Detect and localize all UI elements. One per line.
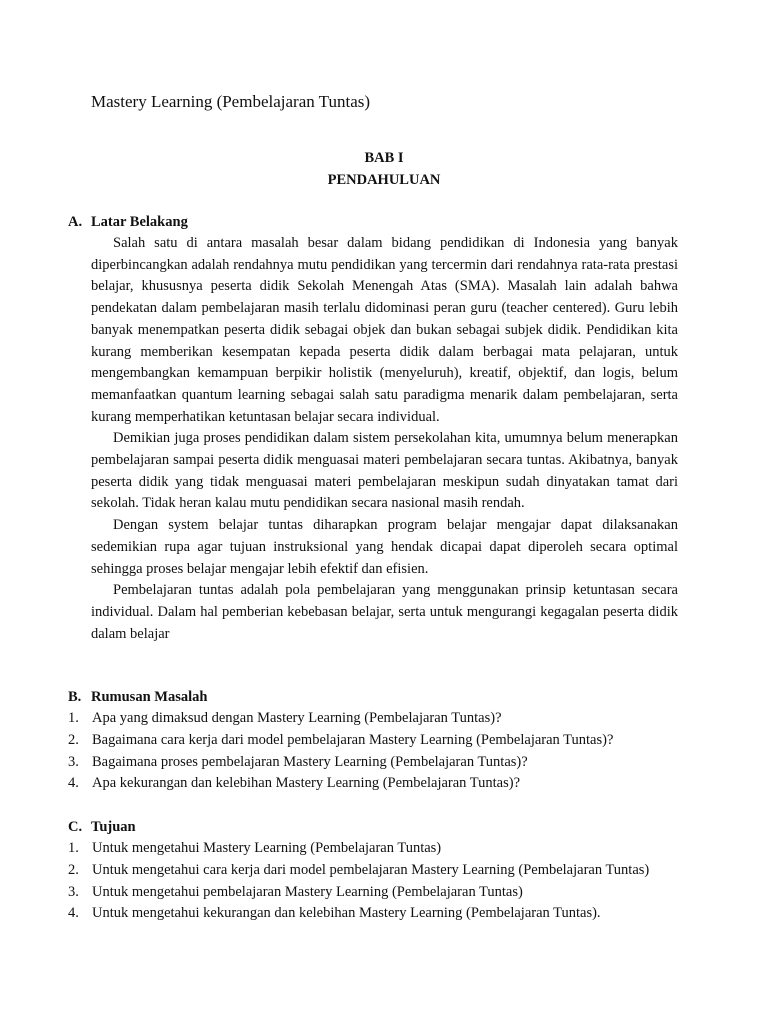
list-number: 3. — [68, 753, 79, 770]
section-heading-rumusan-masalah — [68, 686, 688, 708]
paragraph: Demikian juga proses pendidikan dalam sistem persekolahan kita, umumnya belum menerapkan pembelajaran sampai peserta didik menguasai materi pembelajaran secara tuntas. Akibatnya, banyak peserta didik yang tidak menguasai materi pembelajaran meskipun sudah dinyatakan tamat dari sekolah. Tidak heran kalau mutu pendidikan secara nasional masih rendah. — [91, 430, 678, 512]
list-text: Bagaimana proses pembelajaran Mastery Learning (Pembelajaran Tuntas)? — [92, 753, 528, 770]
section-letter: A. — [68, 214, 83, 230]
list-text: Apa yang dimaksud dengan Mastery Learning (Pembelajaran Tuntas)? — [92, 710, 502, 726]
list-item — [68, 773, 708, 795]
list-number: 1. — [68, 840, 79, 856]
chapter-title: PENDAHULUAN — [327, 172, 441, 188]
list-item — [68, 730, 708, 752]
list-text: Untuk mengetahui pembelajaran Mastery Learning (Pembelajaran Tuntas) — [92, 883, 523, 900]
section-letter: B. — [68, 689, 82, 705]
chapter-number: BAB I — [364, 150, 404, 166]
list-number: 3. — [68, 883, 79, 900]
section-heading-text: Latar Belakang — [91, 214, 188, 230]
section-heading-text: Rumusan Masalah — [91, 689, 208, 705]
list-text: Untuk mengetahui kekurangan dan kelebihan Mastery Learning (Pembelajaran Tuntas). — [92, 905, 601, 922]
list-item — [68, 708, 708, 730]
list-number: 2. — [68, 861, 79, 878]
latar-belakang-body — [91, 233, 678, 645]
section-heading-tujuan — [68, 816, 688, 838]
rumusan-masalah-list — [68, 708, 708, 795]
list-number: 1. — [68, 710, 79, 726]
list-item — [68, 838, 708, 860]
list-number: 4. — [68, 905, 79, 922]
list-number: 2. — [68, 731, 79, 748]
section-heading-latar-belakang — [68, 211, 688, 233]
list-number: 4. — [68, 775, 79, 792]
list-text: Untuk mengetahui cara kerja dari model pembelajaran Mastery Learning (Pembelajaran Tuntas) — [92, 861, 650, 878]
paragraph: Pembelajaran tuntas adalah pola pembelajaran yang menggunakan prinsip ketuntasan secara individual. Dalam hal pemberian kebebasan belajar, serta untuk mengurangi kegagalan peserta didik dalam belajar — [91, 582, 678, 642]
tujuan-list — [68, 838, 708, 925]
document-title: Mastery Learning (Pembelajaran Tuntas) — [91, 92, 371, 111]
section-letter: C. — [68, 819, 83, 835]
paragraph: Dengan system belajar tuntas diharapkan program belajar mengajar dapat dilaksanakan sedemikian rupa agar tujuan instruksional yang hendak dicapai dapat diperoleh secara optimal sehingga proses belajar mengajar lebih efektif dan efisien. — [91, 517, 678, 577]
list-item — [68, 860, 708, 882]
paragraph: Salah satu di antara masalah besar dalam bidang pendidikan di Indonesia yang banyak diperbincangkan adalah rendahnya mutu pendidikan yang tercermin dari rendahnya rata-rata prestasi belajar, khususnya peserta didik Sekolah Menengah Atas (SMA). Masalah lain adalah bahwa pendekatan dalam pembelajaran masih terlalu didominasi peran guru (teacher centered). Guru lebih banyak menempatkan peserta didik sebagai objek dan bukan sebagai subjek didik. Pendidikan kita kurang memberikan kesempatan kepada peserta didik dalam berbagai mata pelajaran, untuk mengembangkan kemampuan berpikir holistik (menyeluruh), kreatif, objektif, dan logis, belum memanfaatkan quantum learning sebagai salah satu paradigma menarik dalam pembelajaran, serta kurang memperhatikan ketuntasan belajar secara individual. — [91, 235, 678, 425]
list-text: Untuk mengetahui Mastery Learning (Pembelajaran Tuntas) — [92, 840, 442, 856]
list-text: Apa kekurangan dan kelebihan Mastery Learning (Pembelajaran Tuntas)? — [92, 775, 521, 792]
list-item — [68, 903, 708, 925]
list-text: Bagaimana cara kerja dari model pembelajaran Mastery Learning (Pembelajaran Tuntas)? — [92, 731, 614, 748]
section-heading-text: Tujuan — [91, 819, 136, 835]
list-item — [68, 882, 708, 904]
list-item — [68, 752, 708, 774]
